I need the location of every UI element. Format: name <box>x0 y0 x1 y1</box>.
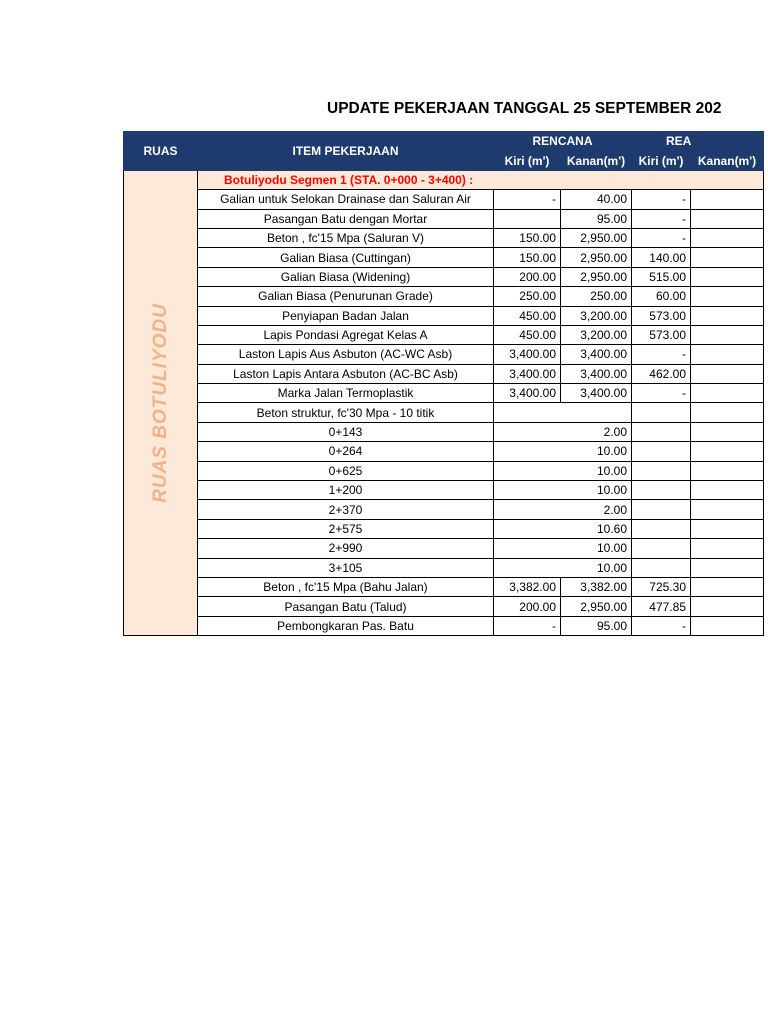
realisasi-kiri-cell <box>632 558 691 577</box>
rencana-kanan-cell: 3,382.00 <box>561 577 632 596</box>
rencana-kanan-cell: 40.00 <box>561 190 632 209</box>
realisasi-kiri-cell <box>632 500 691 519</box>
realisasi-kanan-cell <box>691 597 764 616</box>
realisasi-kanan-cell <box>691 481 764 500</box>
realisasi-kiri-cell: - <box>632 616 691 635</box>
table-row <box>124 500 764 519</box>
table-row <box>124 403 764 422</box>
realisasi-kanan-cell <box>691 190 764 209</box>
item-cell: Galian Biasa (Penurunan Grade) <box>198 287 494 306</box>
sta-cell: 0+625 <box>198 461 494 480</box>
rencana-value-cell: 10.00 <box>494 481 632 500</box>
rencana-kiri-cell: 450.00 <box>494 325 561 344</box>
item-cell: Galian Biasa (Widening) <box>198 267 494 286</box>
item-cell: Penyiapan Badan Jalan <box>198 306 494 325</box>
realisasi-kiri-cell: 60.00 <box>632 287 691 306</box>
item-cell: Laston Lapis Antara Asbuton (AC-BC Asb) <box>198 364 494 383</box>
table-row <box>124 287 764 306</box>
rencana-value-cell: 10.00 <box>494 442 632 461</box>
page-title: UPDATE PEKERJAAN TANGGAL 25 SEPTEMBER 202 <box>327 100 722 117</box>
sta-cell: 2+575 <box>198 519 494 538</box>
realisasi-kanan-cell <box>691 558 764 577</box>
realisasi-kanan-cell <box>691 306 764 325</box>
table-row <box>124 228 764 247</box>
rencana-kanan-cell: 3,200.00 <box>561 306 632 325</box>
realisasi-kanan-cell <box>691 442 764 461</box>
table-row <box>124 519 764 538</box>
item-cell: Laston Lapis Aus Asbuton (AC-WC Asb) <box>198 345 494 364</box>
table-row <box>124 325 764 344</box>
rencana-kiri-cell: 200.00 <box>494 267 561 286</box>
realisasi-kanan-cell <box>691 577 764 596</box>
table-row <box>124 558 764 577</box>
rencana-value-cell: 2.00 <box>494 422 632 441</box>
realisasi-kiri-cell <box>632 539 691 558</box>
rencana-value-cell: 2.00 <box>494 500 632 519</box>
rencana-kiri-cell: 3,400.00 <box>494 384 561 403</box>
table-row <box>124 248 764 267</box>
rencana-value-cell: 10.00 <box>494 539 632 558</box>
item-cell: Beton , fc'15 Mpa (Saluran V) <box>198 228 494 247</box>
rencana-kiri-cell: 200.00 <box>494 597 561 616</box>
realisasi-kiri-cell <box>632 519 691 538</box>
rencana-kiri-cell: 150.00 <box>494 248 561 267</box>
table-row <box>124 209 764 228</box>
realisasi-kanan-cell <box>691 384 764 403</box>
rencana-kanan-cell: 2,950.00 <box>561 597 632 616</box>
segment-label: Botuliyodu Segmen 1 (STA. 0+000 - 3+400) : <box>198 170 764 189</box>
table-row <box>124 190 764 209</box>
ruas-cell <box>124 170 198 635</box>
realisasi-kiri-cell <box>632 442 691 461</box>
header-rencana: RENCANA <box>494 132 632 151</box>
table-row <box>124 345 764 364</box>
rencana-kiri-cell: 250.00 <box>494 287 561 306</box>
sta-cell: 3+105 <box>198 558 494 577</box>
realisasi-kiri-cell: 140.00 <box>632 248 691 267</box>
rencana-kiri-cell <box>494 209 561 228</box>
header-realisasi-kiri: Kiri (m') <box>632 151 691 170</box>
rencana-kiri-cell: 3,400.00 <box>494 364 561 383</box>
rencana-kanan-cell: 95.00 <box>561 209 632 228</box>
item-cell: Pembongkaran Pas. Batu <box>198 616 494 635</box>
rencana-value-cell: 10.00 <box>494 461 632 480</box>
rencana-kiri-cell: - <box>494 616 561 635</box>
realisasi-kiri-cell <box>632 461 691 480</box>
header-realisasi-kanan: Kanan(m') <box>691 151 764 170</box>
realisasi-kanan-cell <box>691 500 764 519</box>
rencana-kanan-cell: 3,400.00 <box>561 345 632 364</box>
item-cell: Pasangan Batu (Talud) <box>198 597 494 616</box>
realisasi-kiri-cell: 515.00 <box>632 267 691 286</box>
table-row <box>124 422 764 441</box>
rencana-kanan-cell: 3,200.00 <box>561 325 632 344</box>
realisasi-kanan-cell <box>691 267 764 286</box>
table-row <box>124 461 764 480</box>
realisasi-kiri-cell: 573.00 <box>632 306 691 325</box>
realisasi-kanan-cell <box>691 616 764 635</box>
realisasi-kiri-cell: 462.00 <box>632 364 691 383</box>
rencana-cell <box>494 403 632 422</box>
rencana-kanan-cell: 95.00 <box>561 616 632 635</box>
rencana-kiri-cell: - <box>494 190 561 209</box>
table-row <box>124 597 764 616</box>
realisasi-kanan-cell <box>691 287 764 306</box>
realisasi-kanan-cell <box>691 248 764 267</box>
realisasi-kiri-cell: 725.30 <box>632 577 691 596</box>
realisasi-kanan-cell <box>691 228 764 247</box>
item-cell: Pasangan Batu dengan Mortar <box>198 209 494 228</box>
sta-cell: 1+200 <box>198 481 494 500</box>
sta-cell: 2+370 <box>198 500 494 519</box>
realisasi-kanan-cell <box>691 422 764 441</box>
realisasi-kanan-cell <box>691 345 764 364</box>
realisasi-kiri-cell: - <box>632 209 691 228</box>
realisasi-kiri-cell <box>632 403 691 422</box>
table-row <box>124 306 764 325</box>
realisasi-kanan-cell <box>691 403 764 422</box>
realisasi-kanan-cell <box>691 325 764 344</box>
item-cell: Marka Jalan Termoplastik <box>198 384 494 403</box>
segment-row <box>124 170 764 189</box>
item-cell: Beton , fc'15 Mpa (Bahu Jalan) <box>198 577 494 596</box>
ruas-label: RUAS BOTULIYODU <box>149 303 171 503</box>
realisasi-kiri-cell <box>632 422 691 441</box>
rencana-kiri-cell: 450.00 <box>494 306 561 325</box>
table-row <box>124 577 764 596</box>
realisasi-kiri-cell: - <box>632 190 691 209</box>
table-row <box>124 481 764 500</box>
sta-cell: 0+264 <box>198 442 494 461</box>
rencana-kiri-cell: 3,382.00 <box>494 577 561 596</box>
rencana-kiri-cell: 150.00 <box>494 228 561 247</box>
table-row <box>124 384 764 403</box>
sta-cell: 0+143 <box>198 422 494 441</box>
header-ruas: RUAS <box>124 132 198 171</box>
header-realisasi: REA <box>632 132 764 151</box>
item-cell: Beton struktur, fc'30 Mpa - 10 titik <box>198 403 494 422</box>
rencana-value-cell: 10.60 <box>494 519 632 538</box>
rencana-kanan-cell: 250.00 <box>561 287 632 306</box>
item-cell: Galian untuk Selokan Drainase dan Saluran Air <box>198 190 494 209</box>
realisasi-kiri-cell: - <box>632 228 691 247</box>
realisasi-kanan-cell <box>691 364 764 383</box>
work-progress-table <box>123 131 757 637</box>
rencana-kiri-cell: 3,400.00 <box>494 345 561 364</box>
realisasi-kanan-cell <box>691 461 764 480</box>
item-cell: Galian Biasa (Cuttingan) <box>198 248 494 267</box>
table-row <box>124 364 764 383</box>
realisasi-kiri-cell: 477.85 <box>632 597 691 616</box>
rencana-value-cell: 10.00 <box>494 558 632 577</box>
rencana-kanan-cell: 2,950.00 <box>561 248 632 267</box>
rencana-kanan-cell: 3,400.00 <box>561 364 632 383</box>
header-rencana-kiri: Kiri (m') <box>494 151 561 170</box>
rencana-kanan-cell: 2,950.00 <box>561 228 632 247</box>
rencana-kanan-cell: 2,950.00 <box>561 267 632 286</box>
header-item-pekerjaan: ITEM PEKERJAAN <box>198 132 494 171</box>
realisasi-kiri-cell: 573.00 <box>632 325 691 344</box>
realisasi-kanan-cell <box>691 519 764 538</box>
realisasi-kiri-cell: - <box>632 345 691 364</box>
table-row <box>124 616 764 635</box>
sta-cell: 2+990 <box>198 539 494 558</box>
rencana-kanan-cell: 3,400.00 <box>561 384 632 403</box>
item-cell: Lapis Pondasi Agregat Kelas A <box>198 325 494 344</box>
realisasi-kiri-cell <box>632 481 691 500</box>
header-rencana-kanan: Kanan(m') <box>561 151 632 170</box>
realisasi-kanan-cell <box>691 209 764 228</box>
table-row <box>124 267 764 286</box>
realisasi-kanan-cell <box>691 539 764 558</box>
table-row <box>124 539 764 558</box>
table-row <box>124 442 764 461</box>
realisasi-kiri-cell: - <box>632 384 691 403</box>
